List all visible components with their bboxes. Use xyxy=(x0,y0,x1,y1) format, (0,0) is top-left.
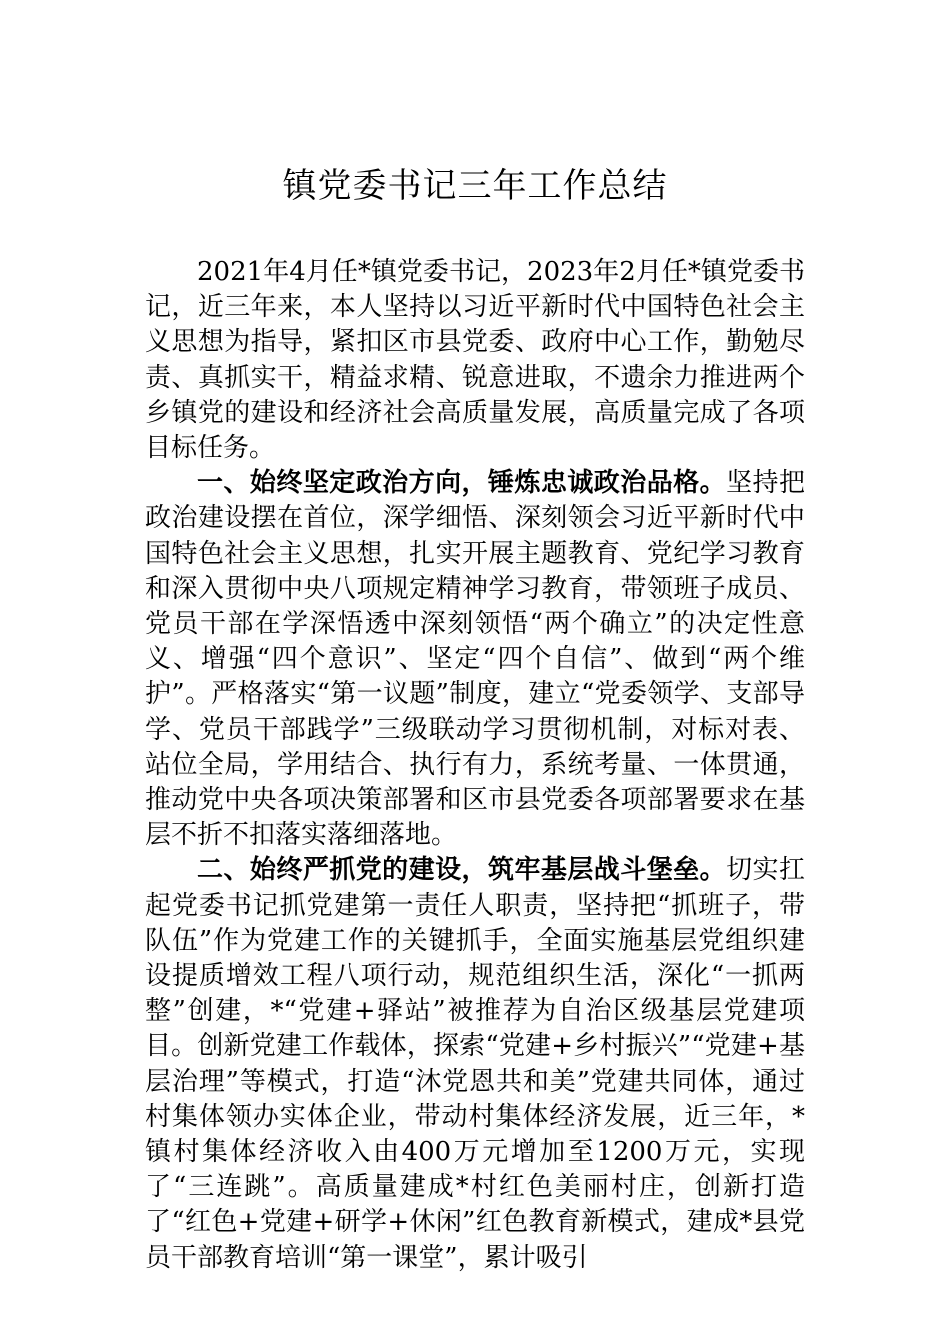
document-body xyxy=(145,255,805,1276)
section-heading: 一、始终坚定政治方向，锤炼忠诚政治品格。 xyxy=(197,468,727,499)
paragraph-section-two xyxy=(145,853,805,1275)
section-heading: 二、始终严抓党的建设，筑牢基层战斗堡垒。 xyxy=(197,855,727,886)
paragraph-section-one xyxy=(145,466,805,853)
paragraph-text: 2021年4月任*镇党委书记，2023年2月任*镇党委书记，近三年来，本人坚持以习近平新时代中国特色社会主义思想为指导，紧扣区市县党委、政府中心工作，勤勉尽责、真抓实干，精益求精、锐意进取，不遗余力推进两个乡镇党的建设和经济社会高质量发展，高质量完成了各项目标任务。 xyxy=(145,257,805,464)
document-title: 镇党委书记三年工作总结 xyxy=(282,166,668,206)
paragraph-text: 坚持把政治建设摆在首位，深学细悟、深刻领会习近平新时代中国特色社会主义思想，扎实开展主题教育、党纪学习教育和深入贯彻中央八项规定精神学习教育，带领班子成员、党员干部在学深悟透中深刻领悟“两个确立”的决定性意义、增强“四个意识”、坚定“四个自信”、做到“两个维护”。严格落实“第一议题”制度，建立“党委领学、支部导学、党员干部践学”三级联动学习贯彻机制，对标对表、站位全局，学用结合、执行有力，系统考量、一体贯通，推动党中央各项决策部署和区市县党委各项部署要求在基层不折不扣落实落细落地。 xyxy=(145,468,805,851)
paragraph-text: 切实扛起党委书记抓党建第一责任人职责，坚持把“抓班子，带队伍”作为党建工作的关键抓手，全面实施基层党组织建设提质增效工程八项行动，规范组织生活，深化“一抓两整”创建，*“党建+驿站”被推荐为自治区级基层党建项目。创新党建工作载体，探索“党建+乡村振兴”“党建+基层治理”等模式，打造“沐党恩共和美”党建共同体，通过村集体领办实体企业，带动村集体经济发展，近三年，*镇村集体经济收入由400万元增加至1200万元，实现了“三连跳”。高质量建成*村红色美丽村庄，创新打造了“红色+党建+研学+休闲”红色教育新模式，建成*县党员干部教育培训“第一课堂”，累计吸引 xyxy=(145,855,805,1273)
paragraph-intro xyxy=(145,255,805,466)
